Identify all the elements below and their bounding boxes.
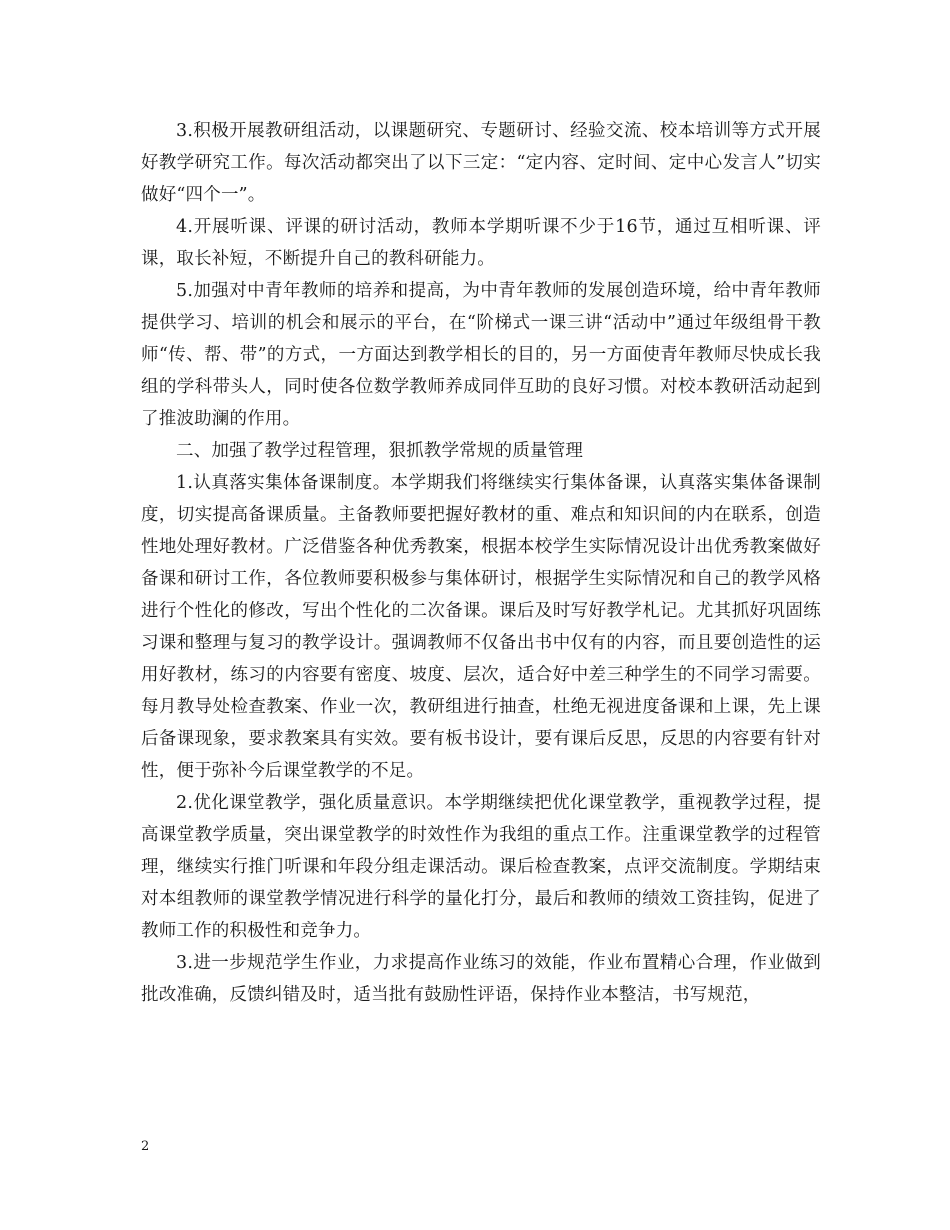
paragraph-item-5: 5.加强对中青年教师的培养和提高，为中青年教师的发展创造环境，给中青年教师提供学习、培训的机会和展示的平台，在“阶梯式一课三讲“活动中”通过年级组骨干教师“传、帮、带”的方式，一方面达到教学相长的目的，另一方面使青年教师尽快成长我组的学科带头人，同时使各位数学教师养成同伴互助的良好习惯。对校本教研活动起到了推波助澜的作用。 [141,281,821,429]
paragraph-item-3: 3.积极开展教研组活动，以课题研究、专题研讨、经验交流、校本培训等方式开展好教学研究工作。每次活动都突出了以下三定：“定内容、定时间、定中心发言人”切实做好“四个一”。 [141,121,821,205]
paragraph-item-3b: 3.进一步规范学生作业，力求提高作业练习的效能，作业布置精心合理，作业做到批改准确，反馈纠错及时，适当批有鼓励性评语，保持作业本整洁，书写规范， [141,953,821,1005]
paragraph-item-2: 2.优化课堂教学，强化质量意识。本学期继续把优化课堂教学，重视教学过程，提高课堂教学质量，突出课堂教学的时效性作为我组的重点工作。注重课堂教学的过程管理，继续实行推门听课和年段分组走课活动。课后检查教案，点评交流制度。学期结束对本组教师的课堂教学情况进行科学的量化打分，最后和教师的绩效工资挂钩，促进了教师工作的积极性和竞争力。 [141,793,821,941]
section-heading-2: 二、加强了教学过程管理，狠抓教学常规的质量管理 [176,441,584,461]
paragraph-item-4: 4.开展听课、评课的研讨活动，教师本学期听课不少于16节，通过互相听课、评课，取长补短，不断提升自己的教科研能力。 [141,217,821,269]
paragraph-item-1: 1.认真落实集体备课制度。本学期我们将继续实行集体备课，认真落实集体备课制度，切实提高备课质量。主备教师要把握好教材的重、难点和知识间的内在联系，创造性地处理好教材。广泛借鉴各种优秀教案，根据本校学生实际情况设计出优秀教案做好备课和研讨工作，各位教师要积极参与集体研讨，根据学生实际情况和自己的教学风格进行个性化的修改，写出个性化的二次备课。课后及时写好教学札记。尤其抓好巩固练习课和整理与复习的教学设计。强调教师不仅备出书中仅有的内容，而且要创造性的运用好教材，练习的内容要有密度、坡度、层次，适合好中差三种学生的不同学习需要。每月教导处检查教案、作业一次，教研组进行抽查，杜绝无视进度备课和上课，先上课后备课现象，要求教案具有实效。要有板书设计，要有课后反思，反思的内容要有针对性，便于弥补今后课堂教学的不足。 [141,473,821,781]
document-body [141,115,821,1011]
page-number: 2 [141,1139,150,1154]
